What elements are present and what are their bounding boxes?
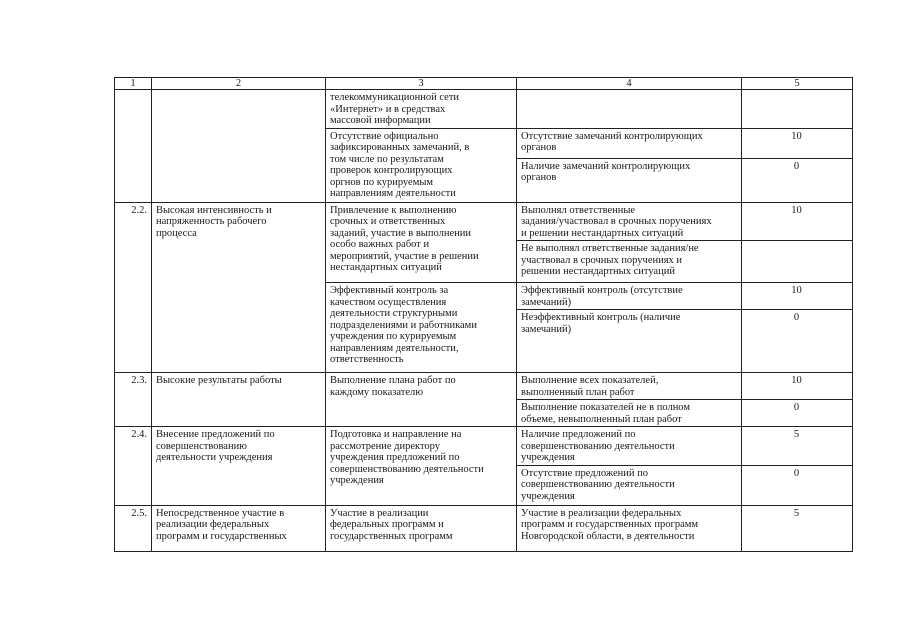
criterion-cell: Привлечение к выполнению срочных и ответственных заданий, участие в выполнении особо важных работ и мероприятий, участие в решении нестандартных ситуаций xyxy=(326,202,517,283)
criterion-cell: Отсутствие официально зафиксированных замечаний, в том числе по результатам проверок контролирующих оргнов по курируемым направлениям деятельности xyxy=(326,128,517,202)
col-1-header: 1 xyxy=(115,78,152,90)
score-cell: 10 xyxy=(742,283,853,310)
score-cell: 5 xyxy=(742,427,853,466)
score-cell: 10 xyxy=(742,202,853,241)
condition-cell: Выполнял ответственные задания/участвовал в срочных поручениях и решении нестандартных ситуаций xyxy=(517,202,742,241)
criteria-table xyxy=(114,77,853,552)
score-cell: 10 xyxy=(742,373,853,400)
row-number-cell: 2.4. xyxy=(115,427,152,506)
table-row xyxy=(115,427,853,466)
indicator-cell xyxy=(152,90,326,203)
table-row xyxy=(115,505,853,551)
criterion-cell: телекоммуникационной сети «Интернет» и в средствах массовой информации xyxy=(326,90,517,129)
condition-cell: Отсутствие замечаний контролирующих органов xyxy=(517,128,742,158)
row-number-cell: 2.2. xyxy=(115,202,152,373)
condition-cell: Выполнение показателей не в полном объеме, невыполненный план работ xyxy=(517,400,742,427)
table-row xyxy=(115,202,853,241)
score-cell xyxy=(742,241,853,283)
criterion-cell: Участие в реализации федеральных программ и государственных программ xyxy=(326,505,517,551)
indicator-cell: Высокая интенсивность и напряженность рабочего процесса xyxy=(152,202,326,373)
score-cell: 0 xyxy=(742,465,853,505)
condition-cell: Отсутствие предложений по совершенствованию деятельности учреждения xyxy=(517,465,742,505)
row-number-cell: 2.5. xyxy=(115,505,152,551)
col-4-header: 4 xyxy=(517,78,742,90)
score-cell: 0 xyxy=(742,400,853,427)
row-number-cell: 2.3. xyxy=(115,373,152,427)
col-5-header: 5 xyxy=(742,78,853,90)
table-row xyxy=(115,373,853,400)
criterion-cell: Подготовка и направление на рассмотрение директору учреждения предложений по совершенствованию деятельности учреждения xyxy=(326,427,517,506)
condition-cell: Участие в реализации федеральных программ и государственных программ Новгородской области, в деятельности xyxy=(517,505,742,551)
indicator-cell: Внесение предложений по совершенствованию деятельности учреждения xyxy=(152,427,326,506)
score-cell: 5 xyxy=(742,505,853,551)
row-number-cell xyxy=(115,90,152,203)
table-row xyxy=(115,90,853,129)
condition-cell: Наличие замечаний контролирующих органов xyxy=(517,158,742,202)
condition-cell xyxy=(517,90,742,129)
condition-cell: Неэффективный контроль (наличие замечаний) xyxy=(517,310,742,373)
score-cell: 10 xyxy=(742,128,853,158)
indicator-cell: Непосредственное участие в реализации федеральных программ и государственных xyxy=(152,505,326,551)
score-cell: 0 xyxy=(742,310,853,373)
condition-cell: Наличие предложений по совершенствованию деятельности учреждения xyxy=(517,427,742,466)
criterion-cell: Эффективный контроль за качеством осуществления деятельности структурными подразделениями и работниками учреждения по курируемым направлениям деятельности, ответственность xyxy=(326,283,517,373)
indicator-cell: Высокие результаты работы xyxy=(152,373,326,427)
condition-cell: Выполнение всех показателей, выполненный план работ xyxy=(517,373,742,400)
condition-cell: Не выполнял ответственные задания/не участвовал в срочных поручениях и решении нестандартных ситуаций xyxy=(517,241,742,283)
condition-cell: Эффективный контроль (отсутствие замечаний) xyxy=(517,283,742,310)
criterion-cell: Выполнение плана работ по каждому показателю xyxy=(326,373,517,427)
score-cell: 0 xyxy=(742,158,853,202)
score-cell xyxy=(742,90,853,129)
column-number-row xyxy=(115,78,853,90)
col-3-header: 3 xyxy=(326,78,517,90)
col-2-header: 2 xyxy=(152,78,326,90)
